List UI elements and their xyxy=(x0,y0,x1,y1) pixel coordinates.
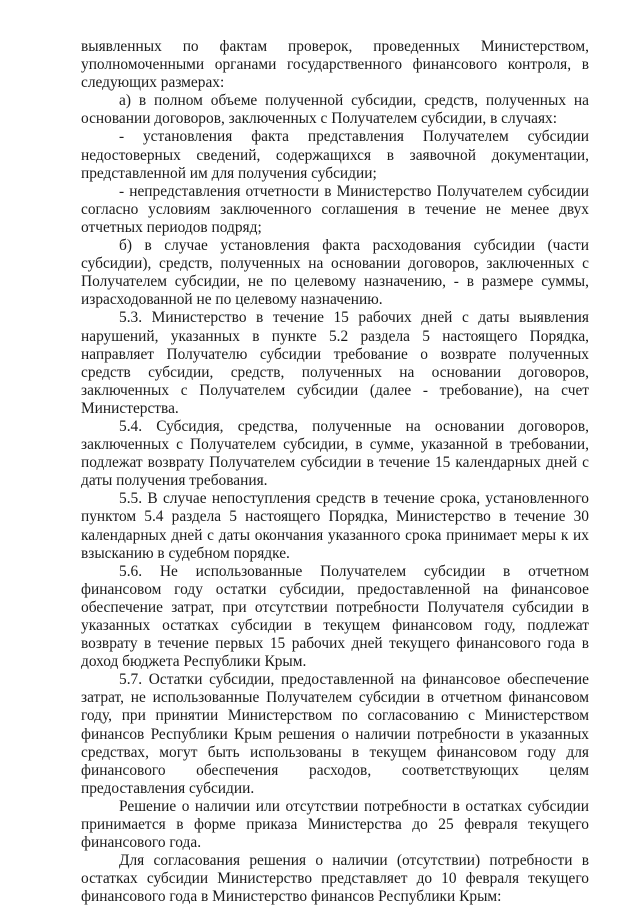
paragraph-5-7: 5.7. Остатки субсидии, предоставленной на финансовое обеспечение затрат, не использованные Получателем субсидии в отчетном финансовом году, при принятии Министерством по согласованию с Министерством финансов Республики Крым решения о наличии потребности в указанных средствах, могут быть использованы в текущем финансовом году для финансового обеспечения расходов, соответствующих целям предоставления субсидии. xyxy=(81,671,589,797)
paragraph-5-5: 5.5. В случае непоступления средств в течение срока, установленного пунктом 5.4 раздела 5 настоящего Порядка, Министерство в течение 30 календарных дней с даты окончания указанного срока принимает меры к их взысканию в судебном порядке. xyxy=(81,490,589,562)
paragraph-bullet-no-reports: - непредставления отчетности в Министерство Получателем субсидии согласно условиям заключенного соглашения в течение не менее двух отчетных периодов подряд; xyxy=(81,182,589,236)
paragraph-item-b: б) в случае установления факта расходования субсидии (части субсидии), средств, полученных на основании договоров, заключенных с Получателем субсидии, не по целевому назначению, - в размере суммы, израсходованной не по целевому назначению. xyxy=(81,237,589,309)
paragraph-item-a: а) в полном объеме полученной субсидии, средств, полученных на основании договоров, заключенных с Получателем субсидии, в случаях: xyxy=(81,92,589,128)
paragraph-bullet-false-info: - установления факта представления Получателем субсидии недостоверных сведений, содержащихся в заявочной документации, представленной им для получения субсидии; xyxy=(81,128,589,182)
paragraph-5-6: 5.6. Не использованные Получателем субсидии в отчетном финансовом году остатки субсидии, предоставленной на финансовое обеспечение затрат, при отсутствии потребности Получателя субсидии в указанных остатках субсидии в текущем финансовом году, подлежат возврату в течение первых 15 рабочих дней текущего финансового года в доход бюджета Республики Крым. xyxy=(81,562,589,671)
paragraph-5-4: 5.4. Субсидия, средства, полученные на основании договоров, заключенных с Получателем субсидии, в сумме, указанной в требовании, подлежат возврату Получателем субсидии в течение 15 календарных дней с даты получения требования. xyxy=(81,417,589,490)
paragraph-decision: Решение о наличии или отсутствии потребности в остатках субсидии принимается в форме приказа Министерства до 25 февраля текущего финансового года. xyxy=(81,797,589,852)
paragraph-5-3: 5.3. Министерство в течение 15 рабочих дней с даты выявления нарушений, указанных в пункте 5.2 раздела 5 настоящего Порядка, направляет Получателю субсидии требование о возврате полученных средств субсидии, средств, полученных на основании договоров, заключенных с Получателем субсидии (далее - требование), на счет Министерства. xyxy=(81,309,589,417)
document-page xyxy=(81,38,589,907)
paragraph-approval: Для согласования решения о наличии (отсутствии) потребности в остатках субсидии Министерство представляет до 10 февраля текущего финансового года в Министерство финансов Республики Крым: xyxy=(81,852,589,906)
paragraph-continuation: выявленных по фактам проверок, проведенных Министерством, уполномоченными органами государственного финансового контроля, в следующих размерах: xyxy=(81,38,589,92)
